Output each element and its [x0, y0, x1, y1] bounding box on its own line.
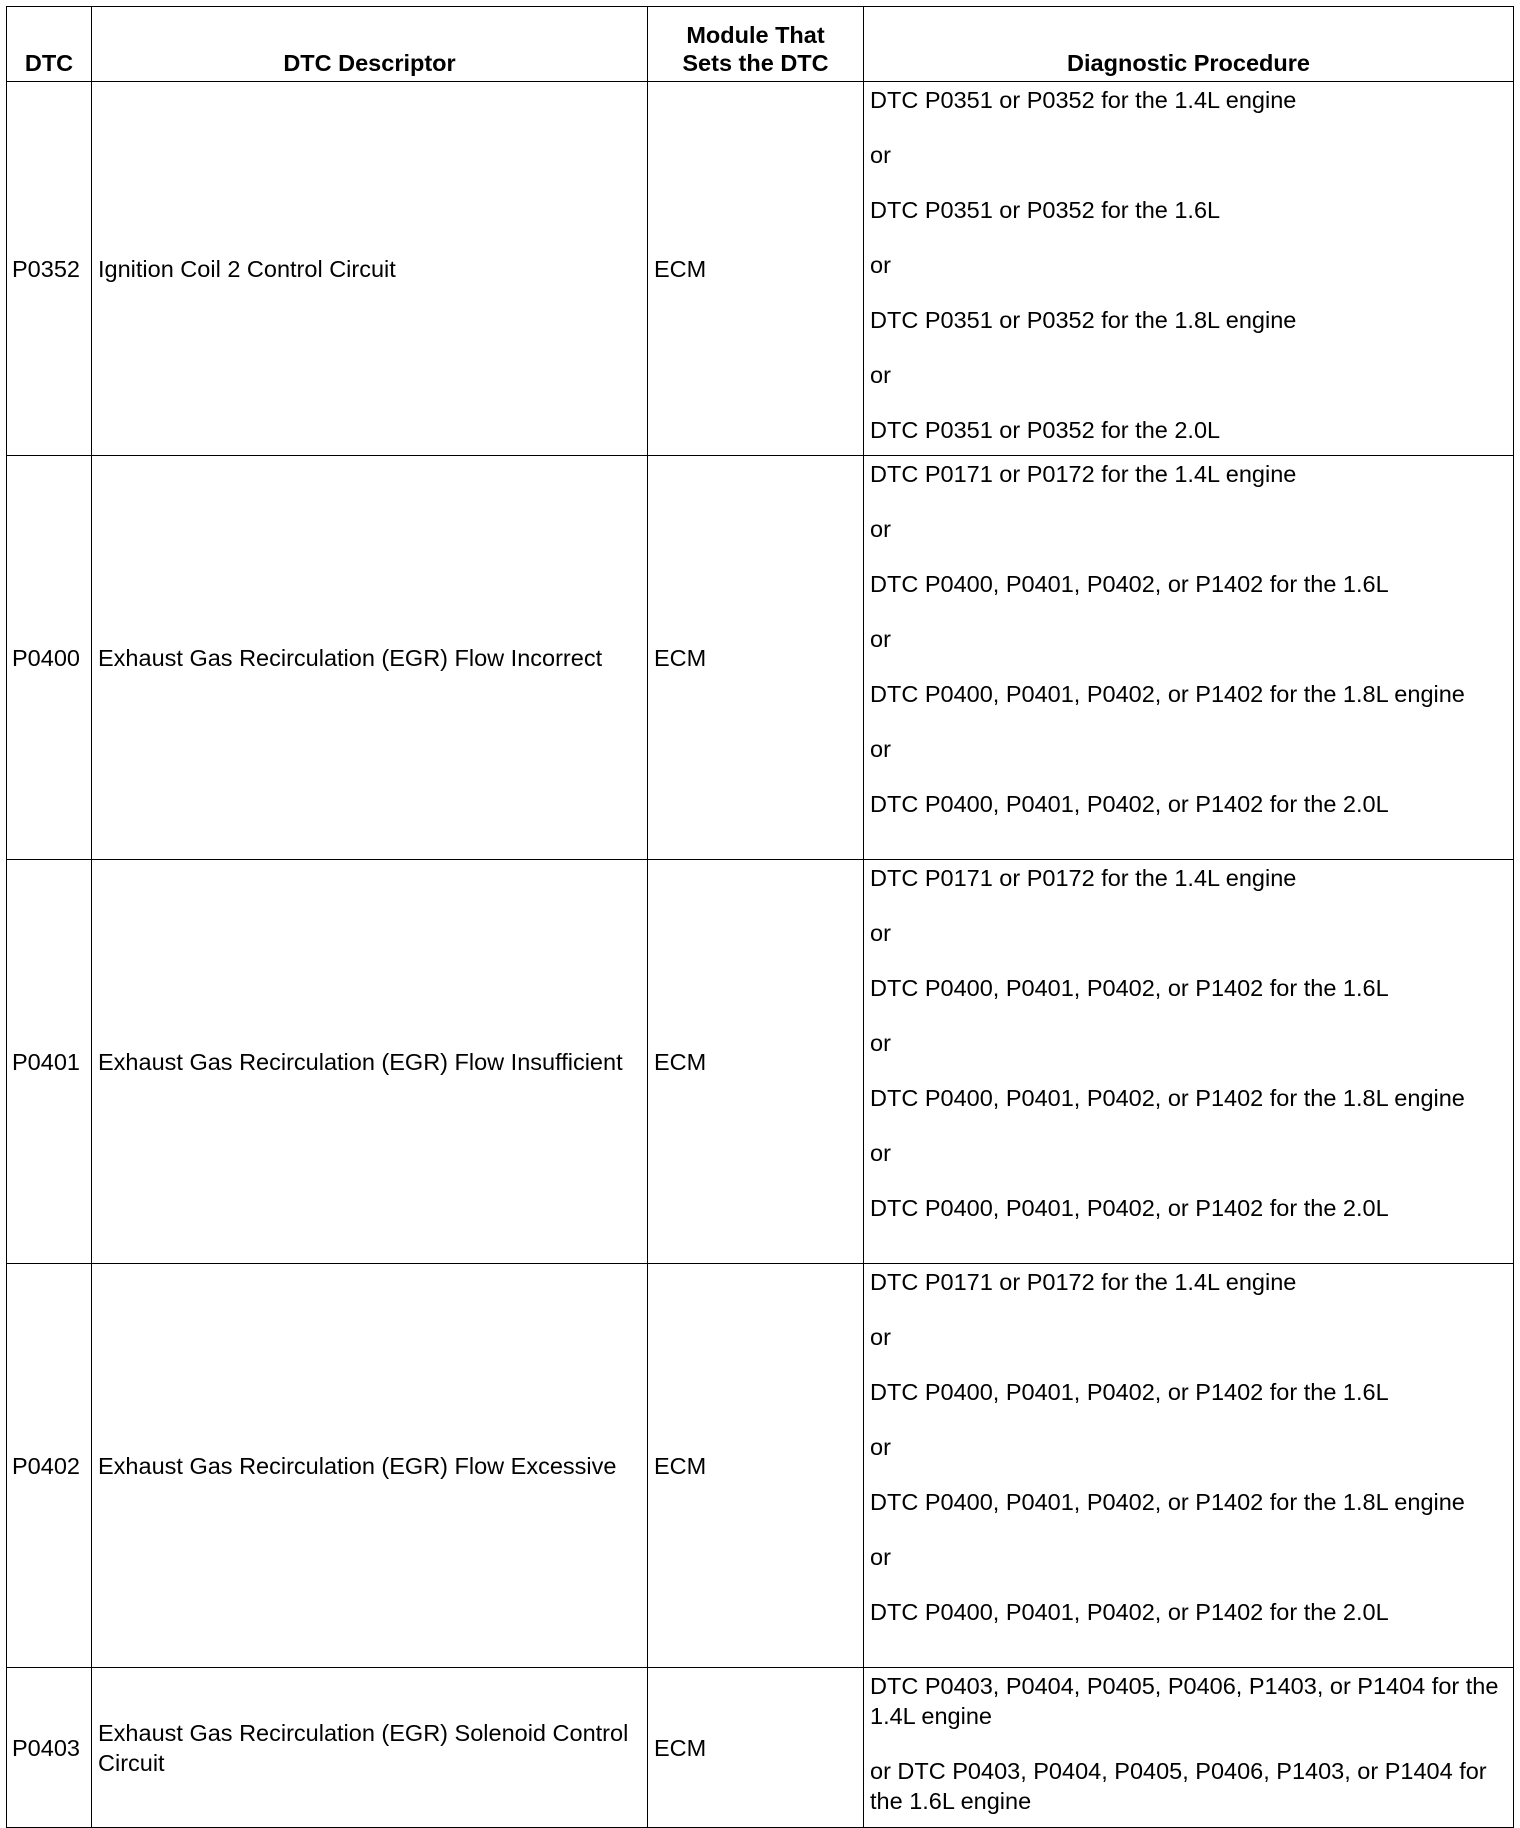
header-descriptor: DTC Descriptor	[92, 7, 648, 82]
dtc-code: P0402	[7, 1264, 92, 1668]
procedure-line: DTC P0351 or P0352 for the 1.4L engine	[870, 87, 1297, 113]
procedure-line: or	[870, 736, 891, 762]
procedure-line: DTC P0400, P0401, P0402, or P1402 for the 1.6L	[870, 571, 1389, 597]
procedure-line: or	[870, 362, 891, 388]
header-row	[7, 7, 1514, 82]
dtc-table	[6, 6, 1514, 1828]
table-row	[7, 1264, 1514, 1668]
dtc-module: ECM	[648, 456, 864, 860]
dtc-code: P0401	[7, 860, 92, 1264]
procedure-line: DTC P0400, P0401, P0402, or P1402 for the 2.0L	[870, 1195, 1389, 1221]
procedure-line: or	[870, 252, 891, 278]
table-row	[7, 1668, 1514, 1828]
header-procedure: Diagnostic Procedure	[864, 7, 1514, 82]
procedure-line: DTC P0400, P0401, P0402, or P1402 for the 1.8L engine	[870, 681, 1465, 707]
procedure-line: DTC P0171 or P0172 for the 1.4L engine	[870, 865, 1297, 891]
procedure-line: DTC P0171 or P0172 for the 1.4L engine	[870, 1269, 1297, 1295]
procedure-line: DTC P0351 or P0352 for the 1.6L	[870, 197, 1221, 223]
diagnostic-procedure	[864, 1264, 1514, 1668]
header-module	[648, 7, 864, 82]
procedure-line: DTC P0400, P0401, P0402, or P1402 for the 1.8L engine	[870, 1085, 1465, 1111]
procedure-line: DTC P0403, P0404, P0405, P0406, P1403, or P1404 for the 1.4L engine	[870, 1673, 1499, 1729]
procedure-line: DTC P0351 or P0352 for the 2.0L	[870, 417, 1221, 443]
dtc-descriptor: Ignition Coil 2 Control Circuit	[92, 82, 648, 456]
dtc-module: ECM	[648, 1264, 864, 1668]
procedure-line: or	[870, 516, 891, 542]
procedure-line: DTC P0171 or P0172 for the 1.4L engine	[870, 461, 1297, 487]
header-module-line1: Module That	[686, 22, 825, 48]
header-module-line2: Sets the DTC	[682, 50, 829, 76]
procedure-line: or	[870, 1140, 891, 1166]
dtc-descriptor: Exhaust Gas Recirculation (EGR) Flow Excessive	[92, 1264, 648, 1668]
procedure-line: DTC P0351 or P0352 for the 1.8L engine	[870, 307, 1297, 333]
table-row	[7, 456, 1514, 860]
diagnostic-procedure	[864, 860, 1514, 1264]
procedure-line: DTC P0400, P0401, P0402, or P1402 for the 1.6L	[870, 975, 1389, 1001]
dtc-module: ECM	[648, 82, 864, 456]
diagnostic-procedure	[864, 456, 1514, 860]
table-row	[7, 860, 1514, 1264]
procedure-line: or	[870, 920, 891, 946]
dtc-descriptor: Exhaust Gas Recirculation (EGR) Flow Incorrect	[92, 456, 648, 860]
procedure-line: or	[870, 1544, 891, 1570]
procedure-line: or	[870, 626, 891, 652]
diagnostic-procedure	[864, 1668, 1514, 1828]
dtc-module: ECM	[648, 860, 864, 1264]
procedure-line: or DTC P0403, P0404, P0405, P0406, P1403, or P1404 for the 1.6L engine	[870, 1758, 1487, 1814]
header-dtc: DTC	[7, 7, 92, 82]
procedure-line: or	[870, 1030, 891, 1056]
dtc-code: P0403	[7, 1668, 92, 1828]
table-row	[7, 82, 1514, 456]
procedure-line: or	[870, 1434, 891, 1460]
dtc-descriptor: Exhaust Gas Recirculation (EGR) Solenoid Control Circuit	[92, 1668, 648, 1828]
dtc-module: ECM	[648, 1668, 864, 1828]
dtc-descriptor: Exhaust Gas Recirculation (EGR) Flow Insufficient	[92, 860, 648, 1264]
procedure-line: DTC P0400, P0401, P0402, or P1402 for the 2.0L	[870, 791, 1389, 817]
dtc-code: P0352	[7, 82, 92, 456]
procedure-line: DTC P0400, P0401, P0402, or P1402 for the 1.8L engine	[870, 1489, 1465, 1515]
procedure-line: DTC P0400, P0401, P0402, or P1402 for the 1.6L	[870, 1379, 1389, 1405]
dtc-code: P0400	[7, 456, 92, 860]
procedure-line: or	[870, 1324, 891, 1350]
diagnostic-procedure	[864, 82, 1514, 456]
procedure-line: or	[870, 142, 891, 168]
procedure-line: DTC P0400, P0401, P0402, or P1402 for the 2.0L	[870, 1599, 1389, 1625]
